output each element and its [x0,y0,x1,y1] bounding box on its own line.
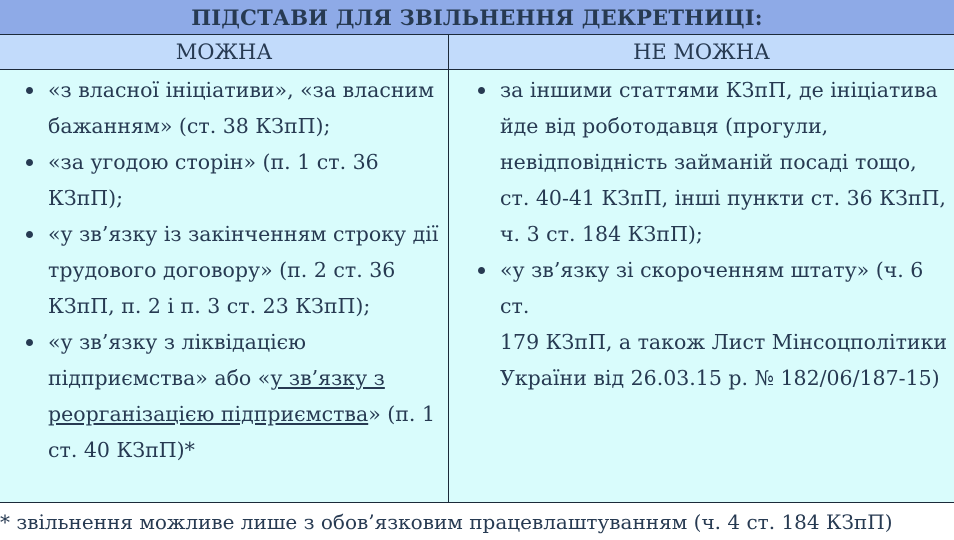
list-item-line: «у зв’язку з ліквідацією [48,330,306,354]
list-item-line: «у зв’язку із закінченням строку дії [48,222,439,246]
bullet-icon [478,267,485,274]
list-item-line: КЗпП, п. 2 і п. 3 ст. 23 КЗпП); [48,294,371,318]
list-item-line: за іншими статтями КЗпП, де ініціатива [500,78,938,102]
list-item [22,144,446,216]
underlined-text: реорганізацією підприємства [48,402,369,426]
allowed-list [22,72,446,468]
list-item-line: невідповідність займаній посаді тощо, [500,150,917,174]
list-item-line: 179 КЗпП, а також Лист Мінсоцполітики [500,330,948,354]
footnote: * звільнення можливе лише з обов’язковим працевлаштуванням (ч. 4 ст. 184 КЗпП) [0,505,954,540]
list-item-text: підприємства» або « [48,366,271,390]
list-item-text: » (п. 1 [368,402,435,426]
list-item [22,216,446,324]
bullet-icon [26,339,33,346]
list-item-line: ч. 3 ст. 184 КЗпП); [500,222,703,246]
not-allowed-list [474,72,952,396]
list-item-line: КЗпП); [48,186,124,210]
list-item [474,72,952,252]
list-item-line: ст. 40 КЗпП)* [48,438,195,462]
underlined-text: у зв’язку з [270,366,385,390]
list-item-line: «за угодою сторін» (п. 1 ст. 36 [48,150,379,174]
list-item-line: трудового договору» (п. 2 ст. 36 [48,258,396,282]
list-item [22,72,446,144]
column-divider [448,34,449,503]
list-item-line: «у зв’язку зі скороченням штату» (ч. 6 ст. [500,258,924,318]
bullet-icon [478,87,485,94]
bullet-icon [26,231,33,238]
list-item [474,252,952,396]
list-item-line: йде від роботодавця (прогули, [500,114,829,138]
bullet-icon [26,87,33,94]
column-header-allowed: МОЖНА [175,40,273,64]
list-item-line: бажанням» (ст. 38 КЗпП); [48,114,331,138]
list-item-line: ст. 40-41 КЗпП, інші пункти ст. 36 КЗпП, [500,186,946,210]
bullet-icon [26,159,33,166]
list-item-line: «з власної ініціативи», «за власним [48,78,435,102]
list-item [22,324,446,468]
page-title: ПІДСТАВИ ДЛЯ ЗВІЛЬНЕННЯ ДЕКРЕТНИЦІ: [0,0,954,34]
column-header-not-allowed: НЕ МОЖНА [633,40,770,64]
table-header-row [0,34,954,70]
list-item-line: України від 26.03.15 р. № 182/06/187-15) [500,366,940,390]
